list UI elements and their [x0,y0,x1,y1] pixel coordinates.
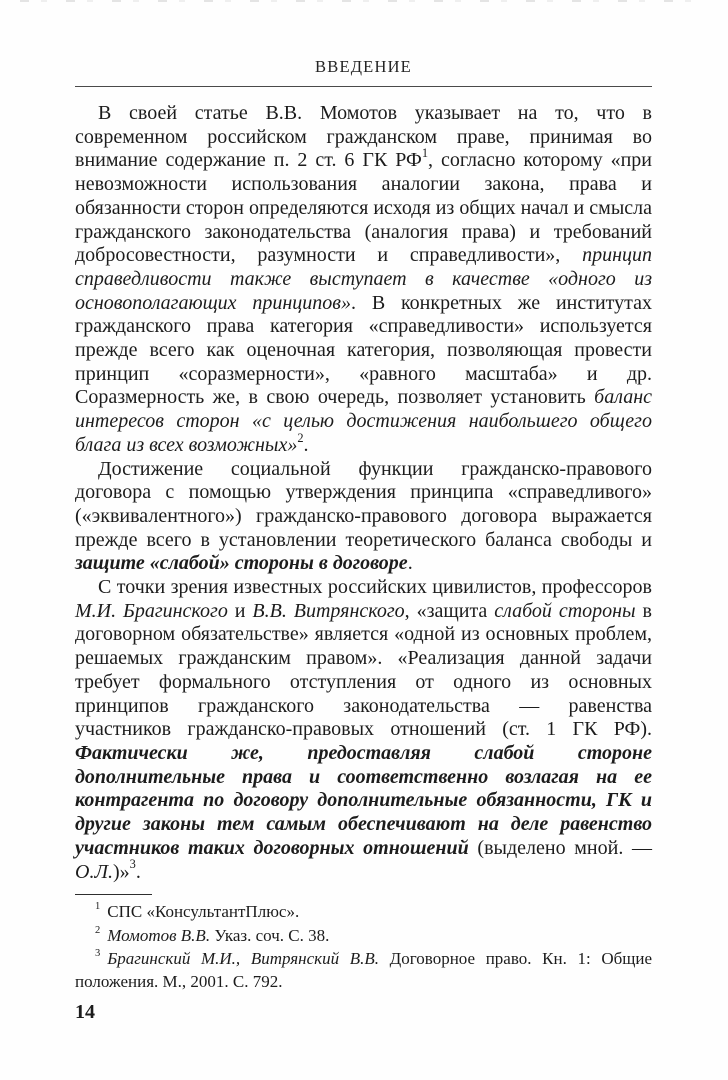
text-run: (выделено мной. — [468,836,653,859]
text-run: Фактически же, предоставляя слабой стороне дополнительные права и соответственно возлагая на ее контрагента по договору дополнительные обязанности, ГК и другие законы тем самым обеспечивают на деле равенство участников таких договорных отношений [75,741,652,859]
text-run: . [407,552,413,575]
text-run: принцип справедливости также выступает в качестве «одного из основополагающих принципов» [75,244,652,314]
footnote [75,947,652,994]
page-number: 14 [75,1001,95,1023]
paragraph [75,458,652,577]
footnote-reference: 1 [421,146,429,161]
text-run: М.И. Брагинского [75,599,228,622]
footnote-number: 1 [95,901,101,913]
footnote-separator [75,894,152,895]
text-run: в договорном обязательстве» является «одной из основных проблем, решаемых гражданским правом». «Реализация данной задачи требует формального отступления от одного из основных принципов гражданского законодательства — равенства участников гражданско-правовых отношений (ст. 1 ГК РФ). [75,599,652,741]
text-run: . В конкретных же институтах гражданского права категория «справедливости» используется прежде всего как оценочная категория, позволяющая провести принцип «соразмерности», «равного масштаба» и др. Соразмерность же, в свою очередь, позволяет установить [75,291,653,409]
footnote [75,924,652,947]
text-run: Указ. соч. С. 38. [210,925,330,945]
footnote-number: 3 [95,948,101,960]
text-run: защите «слабой» стороны в договоре [75,552,408,575]
footnotes-list [75,900,652,994]
text-run: Договорное право. Кн. 1: Общие положения. М., 2001. С. 792. [75,949,652,992]
text-run: Брагинский М.И., Витрянский В.В. [107,949,380,969]
footnote-reference: 3 [129,857,136,872]
footnotes-section [75,894,652,994]
text-run: баланс интересов сторон «с целью достижения наибольшего общего блага из всех возможных» [75,386,652,456]
text-run: слабой стороны [494,599,636,622]
text-run: О.Л. [75,860,113,883]
text-run: и [227,599,253,622]
text-run: С точки зрения известных российских цивилистов, профессоров [98,576,652,599]
main-text [75,102,652,884]
chapter-header: ВВЕДЕНИЕ [315,57,412,76]
footnote-reference: 2 [297,430,304,445]
text-run: . [135,860,141,883]
text-run: В.В. Витрянского [252,599,405,622]
paragraph [75,576,652,884]
footnote [75,900,652,923]
text-run: , согласно которому «при невозможности использования аналогии закона, права и обязанности сторон определяются исходя из общих начал и смысла гражданского законодательства (аналогия права) и требований добросовестности, разумности и справедливости», [75,149,652,267]
text-run: В своей статье В.В. Момотов указывает на то, что в современном российском гражданском праве, принимая во внимание содержание п. 2 ст. 6 ГК РФ [75,102,652,172]
header-rule [75,86,652,87]
text-run: Достижение социальной функции гражданско-правового договора с помощью утверждения принципа «справедливого» («эквивалентного») гражданско-правового договора выражается прежде всего в установлении теоретического баланса свободы и [75,457,652,551]
page-content [75,0,652,994]
text-run: СПС «КонсультантПлюс». [107,902,300,922]
text-run: Момотов В.В. [107,925,211,945]
paragraph [75,102,652,458]
text-run: . [303,433,309,456]
footnote-number: 2 [95,924,101,936]
text-run: , «защита [404,599,495,622]
text-run: )» [113,860,130,883]
